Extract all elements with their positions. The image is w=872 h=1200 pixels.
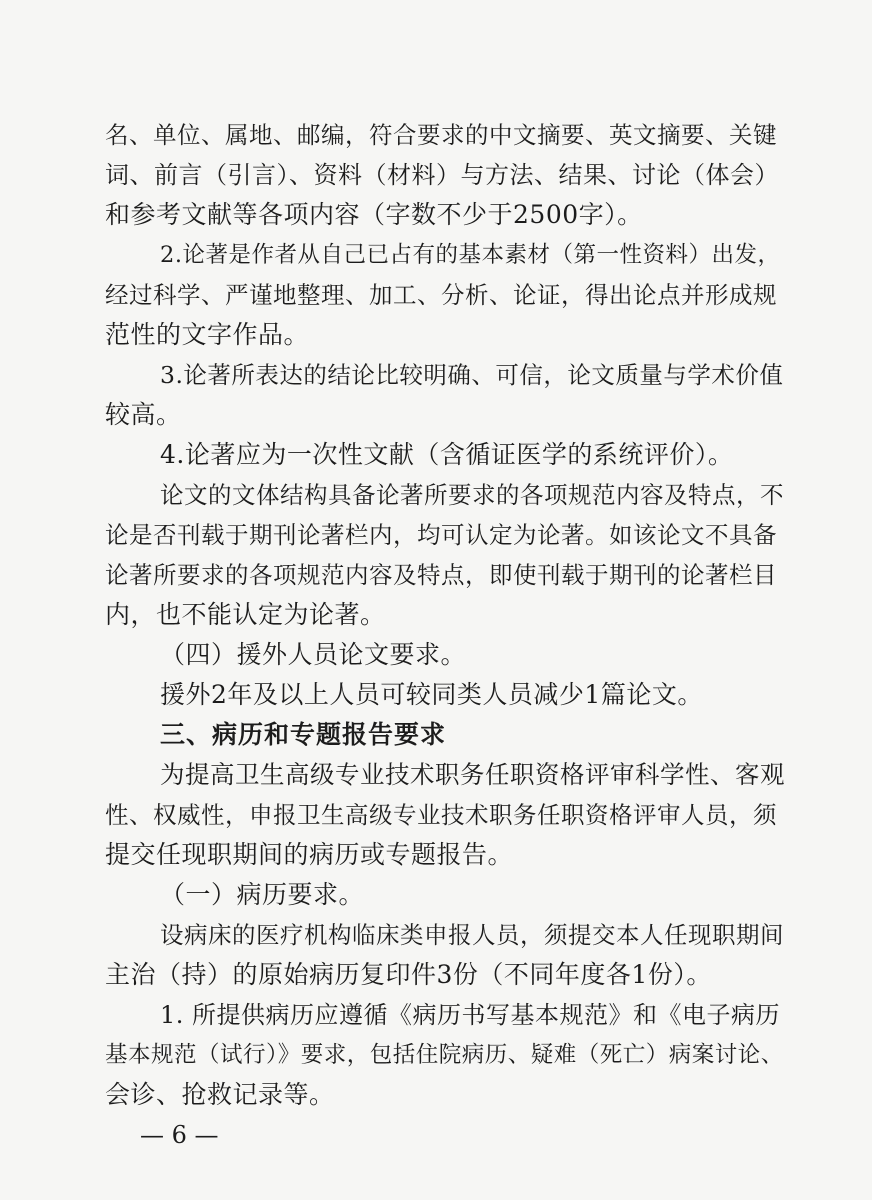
text-line: 名、单位、属地、邮编，符合要求的中文摘要、英文摘要、关键 [105,121,777,149]
text-line: 内，也不能认定为论著。 [105,600,386,629]
text-line: 援外2年及以上人员可较同类人员减少1篇论文。 [160,680,703,709]
text-line: 较高。 [105,400,182,429]
text-line: 主治（持）的原始病历复印件3份（不同年度各1份）。 [105,960,712,989]
text-line: 4.论著应为一次性文献（含循证医学的系统评价）。 [160,440,734,469]
text-line: 为提高卫生高级专业技术职务任职资格评审科学性、客观 [160,760,785,789]
text-line: 性、权威性，申报卫生高级专业技术职务任职资格评审人员，须 [105,801,777,829]
page-number: — 6 — [140,1121,219,1149]
text-line: 范性的文字作品。 [105,320,310,349]
section-subheading: （四）援外人员论文要求。 [160,640,467,669]
text-line: 论文的文体结构具备论著所要求的各项规范内容及特点，不 [160,481,784,509]
text-line: 经过科学、严谨地整理、加工、分析、论证，得出论点并形成规 [105,281,777,309]
text-line: 论著所要求的各项规范内容及特点，即使刊载于期刊的论著栏目 [105,561,777,589]
text-line: 词、前言（引言）、资料（材料）与方法、结果、讨论（体会） [105,161,779,189]
text-line: 论是否刊载于期刊论著栏内，均可认定为论著。如该论文不具备 [105,521,777,549]
section-heading: 三、病历和专题报告要求 [160,720,447,749]
text-line: 会诊、抢救记录等。 [105,1080,335,1109]
text-line: 1. 所提供病历应遵循《病历书写基本规范》和《电子病历 [160,1001,781,1029]
text-line: 设病床的医疗机构临床类申报人员，须提交本人任现职期间 [160,921,784,949]
section-subheading: （一）病历要求。 [160,880,365,909]
text-line: 2.论著是作者从自己已占有的基本素材（第一性资料）出发， [160,242,781,268]
text-line: 基本规范（试行）》要求，包括住院病历、疑难（死亡）病案讨论、 [105,1042,784,1068]
text-line: 和参考文献等各项内容（字数不少于2500字）。 [105,200,643,229]
text-line: 3.论著所表达的结论比较明确、可信，论文质量与学术价值 [160,361,784,389]
text-line: 提交任现职期间的病历或专题报告。 [105,840,514,869]
